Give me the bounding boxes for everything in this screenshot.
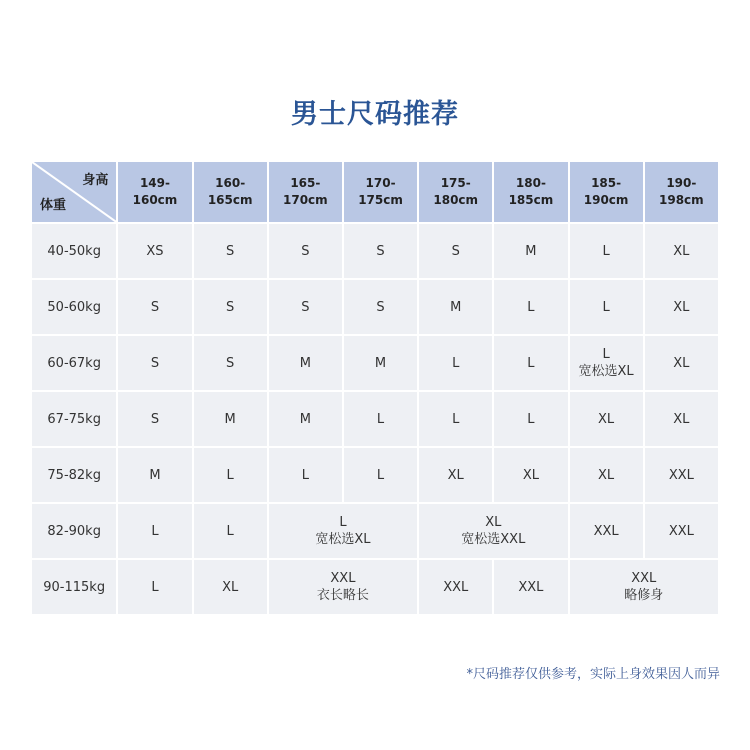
- size-value: L: [301, 467, 309, 483]
- weight-cell: 60-67kg: [32, 336, 116, 390]
- size-value: S: [451, 243, 460, 259]
- size-cell: [419, 504, 567, 558]
- size-cell: [344, 224, 417, 278]
- size-value: XL: [673, 243, 690, 259]
- weight-cell: 67-75kg: [32, 392, 116, 446]
- size-value: S: [226, 243, 235, 259]
- size-cell: [419, 392, 492, 446]
- size-cell: [645, 280, 718, 334]
- size-cell: [419, 560, 492, 614]
- table-row: [32, 448, 718, 502]
- header-row: [32, 162, 718, 222]
- size-value: S: [226, 355, 235, 371]
- table-row: [32, 560, 718, 614]
- height-header-cell: 170-175cm: [344, 162, 417, 222]
- size-note: 宽松选XXL: [461, 532, 526, 547]
- size-value: M: [299, 355, 311, 371]
- size-cell: [494, 336, 567, 390]
- size-note: 宽松选XL: [315, 532, 371, 547]
- size-cell: [570, 280, 643, 334]
- footnote: *尺码推荐仅供参考，实际上身效果因人而异: [466, 667, 720, 682]
- size-cell: [344, 280, 417, 334]
- size-value: L: [376, 467, 385, 483]
- size-cell: [419, 448, 492, 502]
- table-row: [32, 280, 718, 334]
- size-cell: [419, 336, 492, 390]
- size-cell: [570, 336, 643, 390]
- size-value: S: [150, 299, 160, 315]
- size-value: XXL: [668, 467, 694, 483]
- size-value: S: [376, 299, 385, 315]
- weight-cell: 82-90kg: [32, 504, 116, 558]
- size-cell: [494, 448, 567, 502]
- size-value: XXL: [593, 523, 619, 539]
- size-value: L: [376, 411, 385, 427]
- table-row: [32, 336, 718, 390]
- height-header-cell: 175-180cm: [419, 162, 492, 222]
- size-cell: [344, 336, 417, 390]
- size-cell: [118, 560, 191, 614]
- size-cell: [269, 448, 342, 502]
- size-cell: [419, 280, 492, 334]
- size-value: L: [602, 243, 610, 259]
- size-cell: [570, 392, 643, 446]
- size-value: M: [374, 355, 387, 371]
- size-value: XL: [447, 467, 464, 483]
- size-value: XXL: [443, 579, 469, 595]
- size-cell: [494, 224, 567, 278]
- size-value: XXL: [631, 571, 657, 586]
- height-header-cell: 160-165cm: [194, 162, 267, 222]
- size-cell: [194, 560, 267, 614]
- size-value: M: [525, 243, 537, 259]
- size-cell: [194, 392, 267, 446]
- page-title: 男士尺码推荐: [291, 99, 459, 130]
- table-row: [32, 224, 718, 278]
- size-cell: [494, 280, 567, 334]
- size-cell: [344, 448, 417, 502]
- size-value: XS: [146, 243, 164, 259]
- size-cell: [118, 504, 191, 558]
- size-value: XXL: [668, 523, 694, 539]
- size-value: XXL: [330, 571, 356, 586]
- size-cell: [118, 448, 191, 502]
- size-cell: [645, 448, 718, 502]
- size-value: XL: [598, 411, 615, 427]
- size-cell: [269, 392, 342, 446]
- size-cell: [118, 224, 191, 278]
- size-value: L: [527, 299, 535, 315]
- size-value: L: [151, 523, 159, 539]
- weight-axis-label: 体重: [40, 198, 67, 213]
- size-cell: [269, 224, 342, 278]
- size-value: S: [226, 299, 235, 315]
- size-value: L: [151, 579, 159, 595]
- size-cell: [570, 504, 643, 558]
- size-cell: [118, 336, 191, 390]
- size-cell: [269, 336, 342, 390]
- height-header-cell: 190-198cm: [645, 162, 718, 222]
- size-value: L: [226, 467, 234, 483]
- size-cell: [570, 448, 643, 502]
- height-header-cell: 180-185cm: [494, 162, 567, 222]
- size-cell: [269, 560, 417, 614]
- height-header-cell: 165-170cm: [269, 162, 342, 222]
- table-row: [32, 392, 718, 446]
- weight-cell: 75-82kg: [32, 448, 116, 502]
- size-value: S: [376, 243, 385, 259]
- size-cell: [645, 504, 718, 558]
- size-chart-table: [30, 160, 720, 616]
- table-row: [32, 504, 718, 558]
- size-value: L: [339, 515, 347, 530]
- size-cell: [494, 392, 567, 446]
- size-value: XL: [485, 515, 502, 530]
- size-value: S: [301, 243, 310, 259]
- size-value: L: [602, 299, 610, 315]
- size-cell: [194, 448, 267, 502]
- size-note: 衣长略长: [316, 588, 369, 603]
- size-value: XL: [598, 467, 615, 483]
- size-cell: [570, 560, 719, 614]
- height-header-cell: 149-160cm: [118, 162, 191, 222]
- size-note: 略修身: [624, 588, 664, 603]
- size-cell: [269, 280, 342, 334]
- size-value: M: [149, 467, 161, 483]
- weight-cell: 90-115kg: [32, 560, 116, 614]
- corner-cell: [32, 162, 116, 222]
- size-cell: [645, 392, 718, 446]
- size-value: XL: [522, 467, 539, 483]
- size-value: L: [452, 355, 460, 371]
- size-value: L: [452, 411, 460, 427]
- height-header-cell: 185-190cm: [570, 162, 643, 222]
- size-value: XL: [673, 355, 690, 371]
- size-cell: [419, 224, 492, 278]
- weight-cell: 40-50kg: [32, 224, 116, 278]
- weight-cell: 50-60kg: [32, 280, 116, 334]
- size-value: M: [224, 411, 236, 427]
- size-value: L: [602, 347, 610, 362]
- size-value: S: [301, 299, 310, 315]
- size-value: XL: [222, 579, 239, 595]
- size-cell: [645, 336, 718, 390]
- size-cell: [194, 336, 267, 390]
- size-value: L: [226, 523, 234, 539]
- size-cell: [645, 224, 718, 278]
- size-value: XL: [673, 299, 690, 315]
- size-cell: [194, 280, 267, 334]
- size-cell: [344, 392, 417, 446]
- size-value: L: [527, 355, 535, 371]
- size-value: S: [150, 355, 160, 371]
- size-value: XL: [673, 411, 690, 427]
- size-value: S: [150, 411, 160, 427]
- size-cell: [269, 504, 417, 558]
- size-note: 宽松选XL: [578, 364, 634, 379]
- size-cell: [194, 504, 267, 558]
- size-cell: [194, 224, 267, 278]
- size-value: M: [299, 411, 311, 427]
- size-cell: [570, 224, 643, 278]
- size-cell: [118, 280, 191, 334]
- size-cell: [118, 392, 191, 446]
- height-axis-label: 身高: [82, 173, 109, 188]
- size-cell: [494, 560, 567, 614]
- size-value: M: [450, 299, 462, 315]
- size-value: XXL: [518, 579, 544, 595]
- size-value: L: [527, 411, 535, 427]
